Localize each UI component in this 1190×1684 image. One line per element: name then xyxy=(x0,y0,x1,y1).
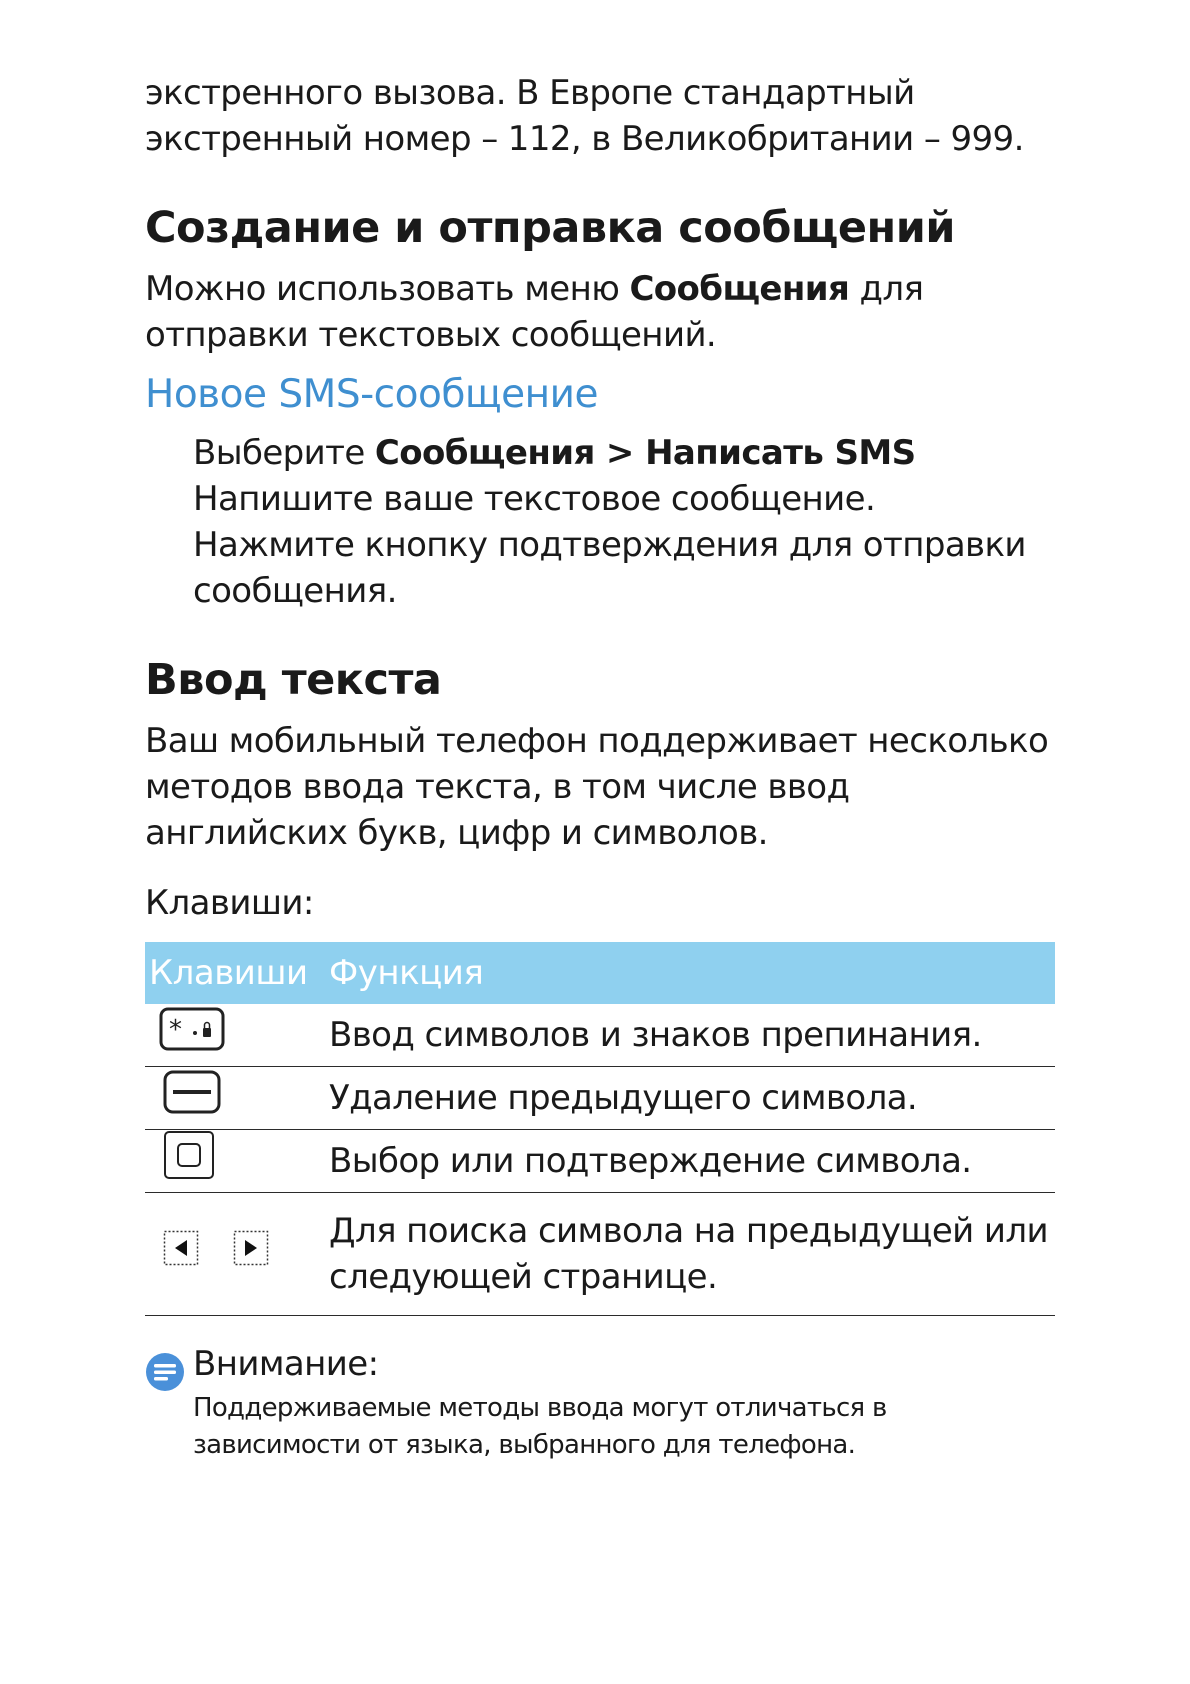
text-input-paragraph: Ваш мобильный телефон поддерживает несколько методов ввода текста, в том числе ввод английских букв, цифр и символов. xyxy=(145,721,1049,853)
messages-paragraph xyxy=(145,266,1055,358)
table-cell-key xyxy=(145,1130,329,1193)
table-cell-function: Для поиска символа на предыдущей или следующей странице. xyxy=(329,1193,1055,1316)
right-arrow-key-icon xyxy=(233,1230,269,1278)
note-title: Внимание: xyxy=(193,1344,379,1384)
table-cell-function: Выбор или подтверждение символа. xyxy=(329,1130,1055,1193)
table-header-function: Функция xyxy=(329,942,1055,1004)
table-header-keys: Клавиши xyxy=(145,942,329,1004)
manual-page xyxy=(145,70,1055,1464)
left-arrow-key-icon xyxy=(163,1230,199,1278)
minus-key-icon xyxy=(163,1069,221,1127)
step-1-menu: Сообщения xyxy=(374,433,595,473)
sms-step-1 xyxy=(193,430,1055,476)
ok-key-icon xyxy=(163,1130,215,1192)
intro-paragraph xyxy=(145,70,1055,162)
messages-text-after: для отправки текстовых сообщений. xyxy=(145,269,924,355)
table-row xyxy=(145,1067,1055,1130)
table-cell-function: Ввод символов и знаков препинания. xyxy=(329,1004,1055,1067)
table-cell-function: Удаление предыдущего символа. xyxy=(329,1067,1055,1130)
keys-label: Клавиши: xyxy=(145,883,314,923)
note-text: Поддерживаемые методы ввода могут отличаться в зависимости от языка, выбранного для телефона. xyxy=(193,1393,887,1460)
step-1-submenu: Написать SMS xyxy=(645,433,916,473)
table-cell-key xyxy=(145,1067,329,1130)
heading-messages: Создание и отправка сообщений xyxy=(145,203,956,253)
star-key-icon xyxy=(159,1006,225,1064)
step-1-prefix: Выберите xyxy=(193,433,375,473)
note-block xyxy=(145,1342,1055,1464)
sms-step-3: Нажмите кнопку подтверждения для отправки сообщения. xyxy=(193,525,1026,611)
key-function-table xyxy=(145,942,1055,1316)
heading-new-sms: Новое SMS-сообщение xyxy=(145,372,598,417)
messages-text-before: Можно использовать меню xyxy=(145,269,630,309)
table-header-row xyxy=(145,942,1055,1004)
table-row xyxy=(145,1130,1055,1193)
messages-menu-name: Сообщения xyxy=(629,269,850,309)
sms-step-2: Напишите ваше текстовое сообщение. xyxy=(193,479,876,519)
svg-text:*: * xyxy=(169,1015,182,1045)
sms-steps xyxy=(193,430,1055,614)
note-icon xyxy=(145,1352,185,1392)
table-row xyxy=(145,1004,1055,1067)
table-cell-key xyxy=(145,1193,329,1316)
table-row xyxy=(145,1193,1055,1316)
intro-line-2: экстренный номер – 112, в Великобритании – 999. xyxy=(145,119,1024,159)
heading-text-input: Ввод текста xyxy=(145,655,442,705)
intro-line-1: экстренного вызова. В Европе стандартный xyxy=(145,73,915,113)
step-1-separator: > xyxy=(594,433,646,473)
table-cell-key xyxy=(145,1004,329,1067)
